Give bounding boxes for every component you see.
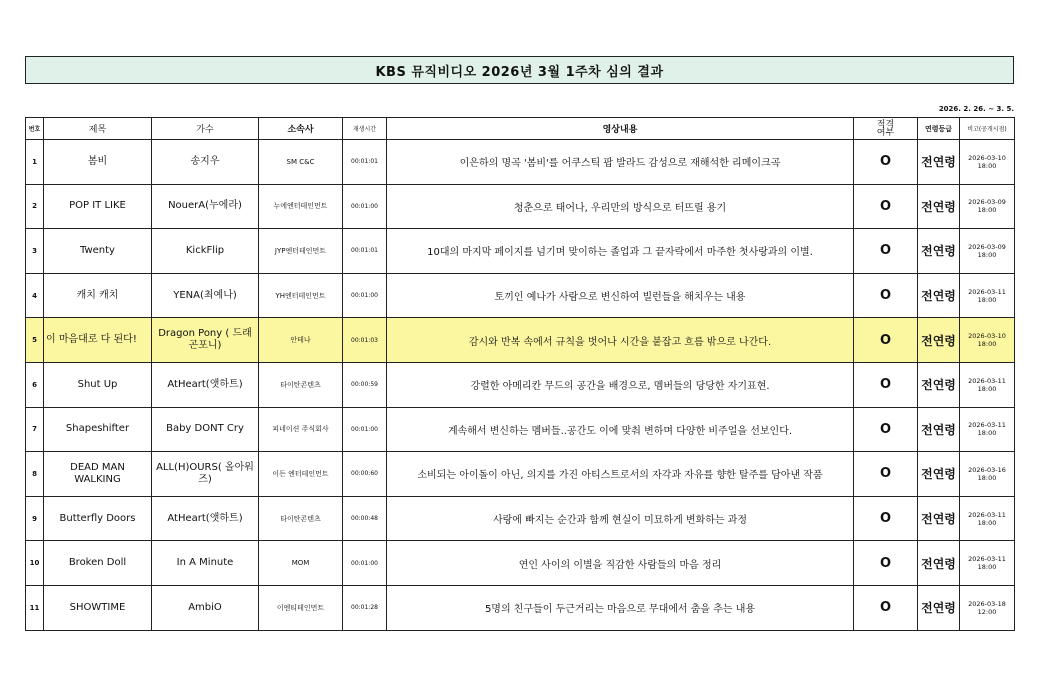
- table-body: [26, 140, 1015, 631]
- header-verdict: [854, 118, 918, 140]
- row-agency: 타이탄콘텐츠: [259, 362, 343, 407]
- row-agency: 이엔티테인먼트: [259, 585, 343, 630]
- row-runtime: 00:01:00: [343, 541, 387, 586]
- row-content: 청춘으로 태어나, 우리만의 방식으로 터뜨릴 용기: [387, 184, 854, 229]
- row-number: 7: [26, 407, 44, 452]
- row-agency: YH엔터테인먼트: [259, 273, 343, 318]
- row-artist: AmbiO: [152, 585, 259, 630]
- row-verdict: O: [854, 273, 918, 318]
- row-verdict: O: [854, 140, 918, 185]
- row-title: Shapeshifter: [44, 407, 152, 452]
- row-grade: 전연령: [918, 318, 960, 363]
- row-artist: 송지우: [152, 140, 259, 185]
- row-grade: 전연령: [918, 140, 960, 185]
- row-content: 5명의 친구들이 두근거리는 마음으로 무대에서 춤을 추는 내용: [387, 585, 854, 630]
- row-artist: ALL(H)OURS( 올아워즈): [152, 452, 259, 497]
- row-artist: NouerA(누에라): [152, 184, 259, 229]
- header-remark: 비고(공개시점): [960, 118, 1015, 140]
- row-remark: 2026-03-10 18:00: [960, 318, 1015, 363]
- row-title: SHOWTIME: [44, 585, 152, 630]
- row-grade: 전연령: [918, 541, 960, 586]
- row-verdict: O: [854, 585, 918, 630]
- header-verdict-line1: 적격: [876, 119, 895, 130]
- row-runtime: 00:00:59: [343, 362, 387, 407]
- header-title: 제목: [44, 118, 152, 140]
- table-row: [26, 541, 1015, 586]
- table-row: [26, 229, 1015, 274]
- header-artist: 가수: [152, 118, 259, 140]
- row-content: 10대의 마지막 페이지를 넘기며 맞이하는 졸업과 그 끝자락에서 마주한 첫사랑과의 이별.: [387, 229, 854, 274]
- row-verdict: O: [854, 362, 918, 407]
- row-artist: In A Minute: [152, 541, 259, 586]
- row-artist: AtHeart(앳하트): [152, 496, 259, 541]
- row-remark: 2026-03-09 18:00: [960, 184, 1015, 229]
- row-title: 이 마음대로 다 된다!: [44, 318, 152, 363]
- row-runtime: 00:01:00: [343, 273, 387, 318]
- header-grade: 연령등급: [918, 118, 960, 140]
- row-number: 5: [26, 318, 44, 363]
- row-content: 연인 사이의 이별을 직감한 사람들의 마음 정리: [387, 541, 854, 586]
- row-number: 6: [26, 362, 44, 407]
- row-title: Broken Doll: [44, 541, 152, 586]
- table-row: [26, 362, 1015, 407]
- row-number: 3: [26, 229, 44, 274]
- header-agency: 소속사: [259, 118, 343, 140]
- row-agency: 타이탄콘텐츠: [259, 496, 343, 541]
- row-grade: 전연령: [918, 184, 960, 229]
- table-row: [26, 452, 1015, 497]
- row-remark: 2026-03-10 18:00: [960, 140, 1015, 185]
- row-remark: 2026-03-11 18:00: [960, 541, 1015, 586]
- row-agency: 이든 엔터테인먼트: [259, 452, 343, 497]
- row-title: POP IT LIKE: [44, 184, 152, 229]
- row-remark: 2026-03-16 18:00: [960, 452, 1015, 497]
- row-content: 이은하의 명곡 '봄비'를 어쿠스틱 팝 발라드 감성으로 재해석한 리메이크곡: [387, 140, 854, 185]
- row-agency: 안테나: [259, 318, 343, 363]
- row-runtime: 00:01:01: [343, 140, 387, 185]
- header-no: 번호: [26, 118, 44, 140]
- row-remark: 2026-03-11 18:00: [960, 362, 1015, 407]
- row-remark: 2026-03-11 18:00: [960, 407, 1015, 452]
- row-runtime: 00:01:00: [343, 184, 387, 229]
- row-runtime: 00:00:60: [343, 452, 387, 497]
- row-runtime: 00:00:48: [343, 496, 387, 541]
- row-title: 캐치 캐치: [44, 273, 152, 318]
- row-agency: 피네이션 주식회사: [259, 407, 343, 452]
- document-title-text: KBS 뮤직비디오 2026년 3월 1주차 심의 결과: [375, 64, 664, 80]
- row-remark: 2026-03-11 18:00: [960, 273, 1015, 318]
- row-grade: 전연령: [918, 362, 960, 407]
- row-remark: 2026-03-11 18:00: [960, 496, 1015, 541]
- row-verdict: O: [854, 452, 918, 497]
- header-verdict-line2: 여부: [876, 127, 895, 138]
- row-remark: 2026-03-18 12:00: [960, 585, 1015, 630]
- row-title: 봄비: [44, 140, 152, 185]
- row-verdict: O: [854, 184, 918, 229]
- row-number: 2: [26, 184, 44, 229]
- date-range: 2026. 2. 26. ~ 3. 5.: [938, 105, 1014, 113]
- row-runtime: 00:01:28: [343, 585, 387, 630]
- table-row: [26, 496, 1015, 541]
- table-row: [26, 407, 1015, 452]
- row-agency: JYP엔터테인먼트: [259, 229, 343, 274]
- row-grade: 전연령: [918, 585, 960, 630]
- row-content: 계속해서 변신하는 멤버들..공간도 이에 맞춰 변하며 다양한 비주얼을 선보인다.: [387, 407, 854, 452]
- header-runtime: 재생시간: [343, 118, 387, 140]
- row-agency: 누에엔터테인먼트: [259, 184, 343, 229]
- header-content: 영상내용: [387, 118, 854, 140]
- row-remark: 2026-03-09 18:00: [960, 229, 1015, 274]
- row-verdict: O: [854, 541, 918, 586]
- row-agency: SM C&C: [259, 140, 343, 185]
- document-title: [25, 56, 1014, 84]
- row-content: 감시와 반복 속에서 규칙을 벗어나 시간을 붙잡고 흐름 밖으로 나간다.: [387, 318, 854, 363]
- row-artist: KickFlip: [152, 229, 259, 274]
- review-results-table: [25, 117, 1015, 631]
- row-content: 사랑에 빠지는 순간과 함께 현실이 미묘하게 변화하는 과정: [387, 496, 854, 541]
- row-verdict: O: [854, 318, 918, 363]
- table-row: [26, 318, 1015, 363]
- row-verdict: O: [854, 229, 918, 274]
- row-number: 11: [26, 585, 44, 630]
- table-row: [26, 273, 1015, 318]
- row-grade: 전연령: [918, 273, 960, 318]
- table-row: [26, 184, 1015, 229]
- row-title: Twenty: [44, 229, 152, 274]
- row-verdict: O: [854, 496, 918, 541]
- row-number: 1: [26, 140, 44, 185]
- row-title: Shut Up: [44, 362, 152, 407]
- row-artist: Dragon Pony ( 드래곤포니): [152, 318, 259, 363]
- row-grade: 전연령: [918, 229, 960, 274]
- row-content: 소비되는 아이돌이 아닌, 의지를 가진 아티스트로서의 자각과 자유를 향한 탈주를 담아낸 작품: [387, 452, 854, 497]
- row-content: 토끼인 예나가 사람으로 변신하여 빌런들을 해치우는 내용: [387, 273, 854, 318]
- row-artist: Baby DONT Cry: [152, 407, 259, 452]
- row-number: 9: [26, 496, 44, 541]
- row-title: Butterfly Doors: [44, 496, 152, 541]
- row-verdict: O: [854, 407, 918, 452]
- row-runtime: 00:01:00: [343, 407, 387, 452]
- row-artist: YENA(최예나): [152, 273, 259, 318]
- row-grade: 전연령: [918, 452, 960, 497]
- row-grade: 전연령: [918, 496, 960, 541]
- row-grade: 전연령: [918, 407, 960, 452]
- row-number: 8: [26, 452, 44, 497]
- table-row: [26, 585, 1015, 630]
- table-header-row: [26, 118, 1015, 140]
- table-row: [26, 140, 1015, 185]
- row-runtime: 00:01:03: [343, 318, 387, 363]
- row-number: 4: [26, 273, 44, 318]
- row-artist: AtHeart(앳하트): [152, 362, 259, 407]
- row-number: 10: [26, 541, 44, 586]
- row-content: 강렬한 아메리칸 무드의 공간을 배경으로, 멤버들의 당당한 자기표현.: [387, 362, 854, 407]
- row-agency: MOM: [259, 541, 343, 586]
- row-runtime: 00:01:01: [343, 229, 387, 274]
- row-title: DEAD MAN WALKING: [44, 452, 152, 497]
